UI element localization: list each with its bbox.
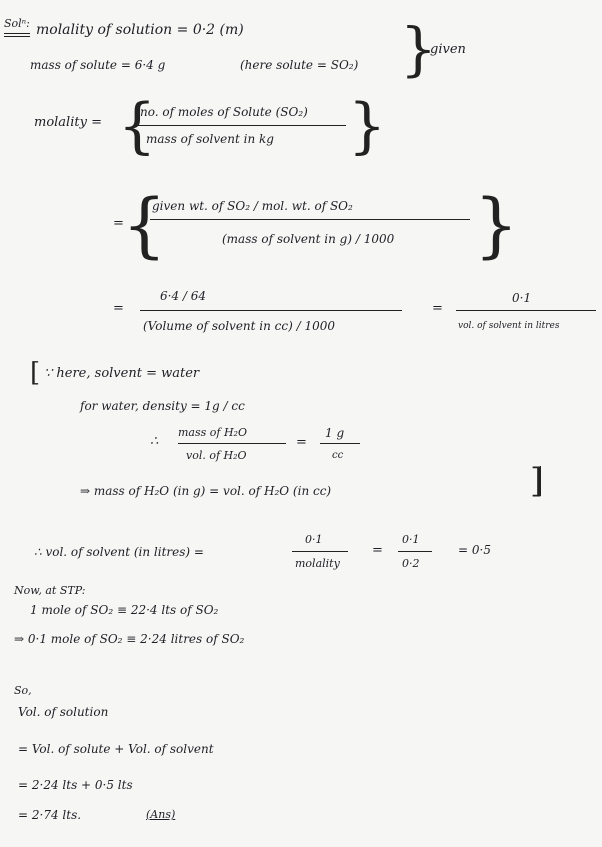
step1-lhs: molality =	[34, 115, 102, 130]
note-solvent-water: ∵ here, solvent = water	[44, 366, 200, 381]
given-solute-note: (here solute = SO₂)	[240, 58, 359, 72]
result-equals: =	[372, 543, 383, 558]
note-close-bracket: ]	[530, 461, 544, 501]
stp-one-mole: 1 mole of SO₂ ≡ 22·4 lts of SO₂	[30, 603, 219, 617]
step3-denominator: (Volume of solvent in cc) / 1000	[143, 319, 335, 333]
final-values: = 2·24 lts + 0·5 lts	[18, 778, 133, 792]
step1-open-brace: {	[118, 91, 157, 161]
given-molality: molality of solution = 0·2 (m)	[36, 22, 244, 38]
step2-numerator: given wt. of SO₂ / mol. wt. of SO₂	[152, 199, 353, 213]
solution-label-underline	[4, 33, 30, 34]
note-mass-equals-volume: ⇒ mass of H₂O (in g) = vol. of H₂O (in cc)	[80, 484, 332, 498]
solution-label: Solⁿ:	[4, 17, 30, 30]
step1-fraction-bar	[138, 125, 346, 126]
step3-denominator-2: vol. of solvent in litres	[458, 321, 560, 331]
given-mass-of-solute: mass of solute = 6·4 g	[30, 58, 166, 72]
step2-denominator: (mass of solvent in g) / 1000	[222, 232, 395, 246]
final-ans-label: (Ans)	[146, 808, 176, 821]
note-one-gram: 1 g	[325, 426, 345, 440]
step1-numerator: no. of moles of Solute (SO₂)	[140, 105, 308, 119]
step3-fraction-bar-2	[456, 310, 596, 311]
note-therefore: ∴	[150, 434, 159, 449]
given-label: given	[430, 42, 466, 57]
final-answer-value: = 2·74 lts.	[18, 808, 82, 822]
note-equals: =	[296, 435, 307, 450]
note-cc: cc	[332, 450, 344, 461]
step3-fraction-bar	[140, 310, 402, 311]
step2-equals: =	[113, 216, 124, 231]
result-num1: 0·1	[305, 533, 323, 546]
stp-point-one-mole: ⇒ 0·1 mole of SO₂ ≡ 2·24 litres of SO₂	[14, 632, 245, 646]
result-molality: molality	[295, 557, 340, 570]
result-fraction-bar-1	[292, 551, 348, 552]
note-close-bar	[540, 466, 541, 496]
note-open-bracket: [	[30, 358, 41, 388]
result-lhs: ∴ vol. of solvent (in litres) =	[34, 545, 204, 559]
step1-denominator: mass of solvent in kg	[146, 132, 274, 146]
step1-close-brace: }	[348, 91, 387, 161]
step2-open-brace: {	[122, 184, 167, 266]
note-fraction-bar-2	[320, 443, 360, 444]
step3-numerator: 6·4 / 64	[160, 289, 207, 303]
result-value: = 0·5	[458, 543, 491, 557]
step3-equals: =	[113, 301, 124, 316]
step2-close-brace: }	[474, 184, 519, 266]
note-water-density: for water, density = 1g / cc	[80, 399, 245, 413]
final-so: So,	[14, 684, 32, 697]
final-sum: = Vol. of solute + Vol. of solvent	[18, 742, 214, 756]
final-vol-solution: Vol. of solution	[18, 705, 109, 719]
step2-fraction-bar	[150, 219, 470, 220]
note-fraction-bar	[178, 443, 286, 444]
result-den2: 0·2	[402, 557, 420, 570]
note-mass-h2o: mass of H₂O	[178, 426, 247, 439]
step3-numerator-2: 0·1	[512, 291, 532, 305]
solution-label-underline-2	[4, 36, 30, 37]
result-num2: 0·1	[402, 533, 420, 546]
step3-equals-2: =	[432, 301, 443, 316]
result-fraction-bar-2	[398, 551, 432, 552]
note-vol-h2o: vol. of H₂O	[186, 449, 247, 462]
given-brace: }	[400, 15, 437, 83]
stp-heading: Now, at STP:	[14, 584, 86, 597]
